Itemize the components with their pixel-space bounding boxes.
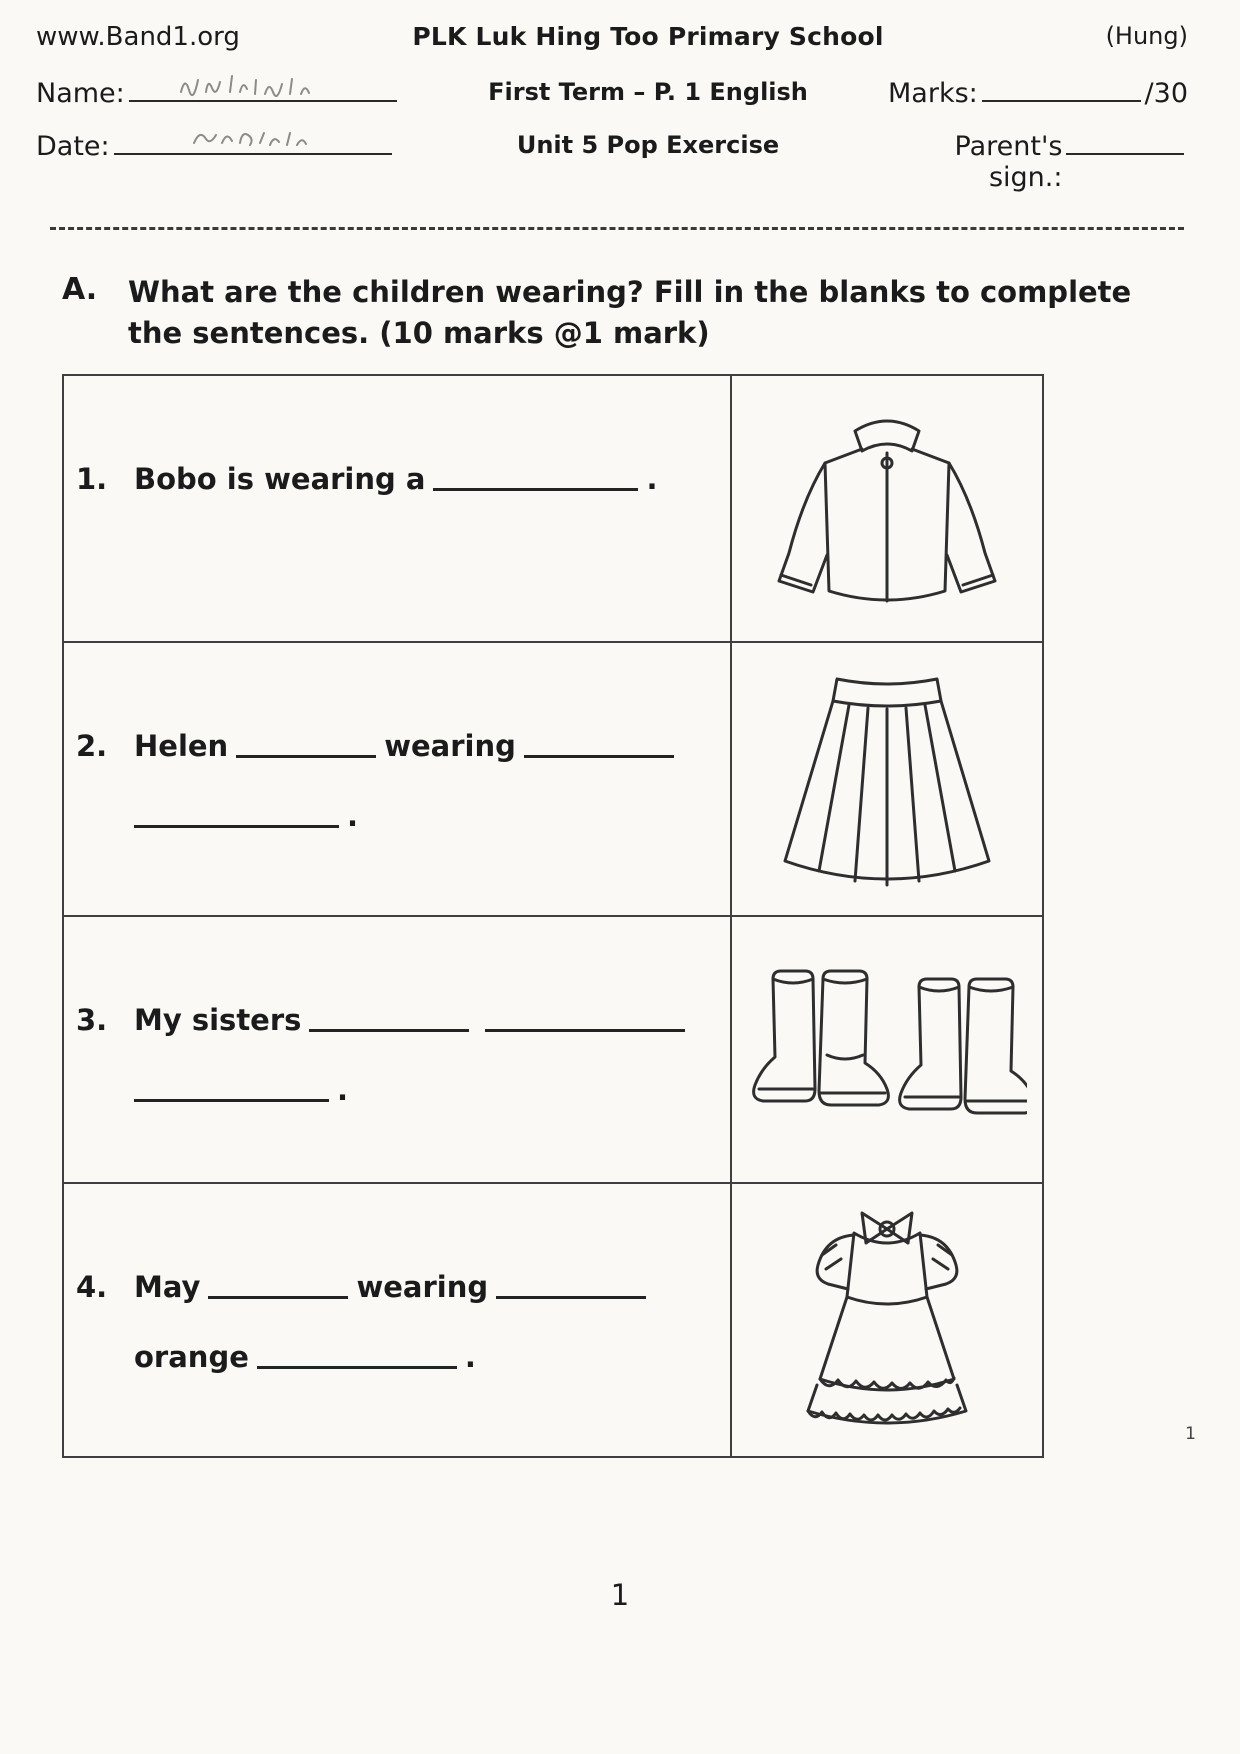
date-label: Date: xyxy=(36,131,110,162)
section-a-title-line1: What are the children wearing? Fill in the blanks to complete xyxy=(128,275,1132,309)
question-4-blank-1 xyxy=(208,1272,348,1300)
section-a-title xyxy=(128,272,1131,354)
exercise-row-3 xyxy=(64,917,1042,1184)
question-3-blank-1 xyxy=(309,1005,469,1033)
header-row-3 xyxy=(36,131,1188,193)
question-3-number: 3. xyxy=(76,1003,108,1038)
unit-title: Unit 5 Pop Exercise xyxy=(516,131,780,159)
name-handwriting xyxy=(177,72,377,98)
parent-sign-field-line xyxy=(1066,136,1184,155)
question-2-text-b: wearing xyxy=(384,729,516,764)
rain-boots-image xyxy=(747,945,1027,1155)
question-1-blank xyxy=(433,464,638,492)
header-row-2 xyxy=(36,78,1188,109)
class-tag: (Hung) xyxy=(1105,22,1188,50)
parent-sign-label: Parent's sign.: xyxy=(954,131,1063,193)
name-field-line xyxy=(129,83,397,102)
question-1-number: 1. xyxy=(76,462,108,497)
question-4-text-a: May xyxy=(134,1270,201,1305)
website-url: www.Band1.org xyxy=(36,22,240,52)
section-a-title-line2: the sentences. (10 marks @1 mark) xyxy=(128,316,710,351)
dress-image xyxy=(762,1199,1012,1441)
question-3-blank-2 xyxy=(485,1005,685,1033)
skirt-image xyxy=(755,659,1019,899)
marks-total: /30 xyxy=(1144,78,1188,109)
school-name: PLK Luk Hing Too Primary School xyxy=(412,22,884,51)
exercise-row-1 xyxy=(64,376,1042,643)
name-label: Name: xyxy=(36,78,125,109)
question-1-cell xyxy=(64,376,732,641)
question-2-period: . xyxy=(347,799,359,834)
exercise-row-2 xyxy=(64,643,1042,917)
term-title: First Term – P. 1 English xyxy=(488,78,808,106)
section-a-label: A. xyxy=(62,272,98,307)
side-number: 1 xyxy=(1185,1424,1196,1444)
header-row-1 xyxy=(36,22,1188,52)
question-4-period: . xyxy=(464,1340,476,1375)
question-4-cell xyxy=(64,1184,732,1456)
picture-3-cell xyxy=(732,917,1042,1182)
question-3-blank-3 xyxy=(134,1075,329,1103)
marks-label: Marks: xyxy=(888,78,978,109)
jacket-image xyxy=(755,395,1019,623)
question-4-number: 4. xyxy=(76,1270,108,1305)
question-4-text-b: wearing xyxy=(356,1270,489,1305)
question-4-text-c: orange xyxy=(134,1340,249,1375)
question-1-text: Bobo is wearing a xyxy=(134,462,426,497)
dashed-separator xyxy=(50,227,1184,230)
question-3-text: My sisters xyxy=(134,1003,302,1038)
question-3-cell xyxy=(64,917,732,1182)
question-2-blank-3 xyxy=(134,801,339,829)
question-4-blank-3 xyxy=(257,1342,457,1370)
question-2-blank-1 xyxy=(236,731,376,759)
question-3-period: . xyxy=(337,1073,349,1108)
picture-1-cell xyxy=(732,376,1042,641)
date-field-line xyxy=(114,136,392,155)
picture-4-cell xyxy=(732,1184,1042,1456)
question-1-period: . xyxy=(646,462,658,497)
page-number: 1 xyxy=(610,1578,630,1612)
exercise-table xyxy=(62,374,1044,1458)
date-handwriting xyxy=(164,125,354,151)
exercise-row-4 xyxy=(64,1184,1042,1456)
question-2-number: 2. xyxy=(76,729,108,764)
question-2-text-a: Helen xyxy=(134,729,229,764)
question-2-blank-2 xyxy=(524,731,674,759)
section-a-heading xyxy=(62,272,1188,354)
marks-field-line xyxy=(982,83,1141,102)
question-2-cell xyxy=(64,643,732,915)
picture-2-cell xyxy=(732,643,1042,915)
question-4-blank-2 xyxy=(496,1272,646,1300)
